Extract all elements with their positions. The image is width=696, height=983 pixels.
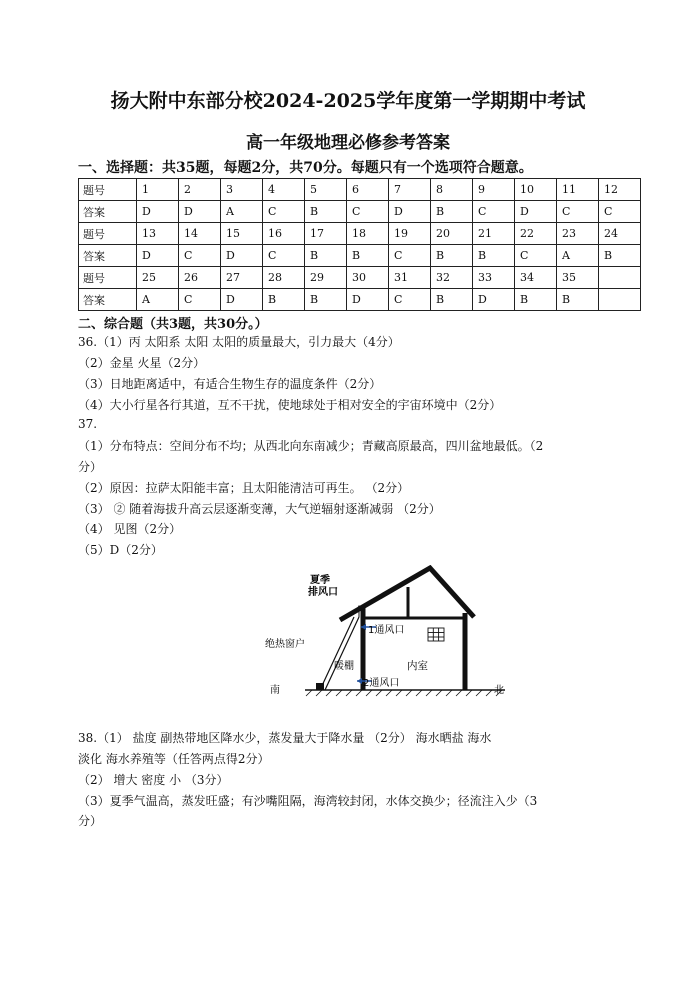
table-cell: A <box>137 289 179 311</box>
table-cell: C <box>347 201 389 223</box>
table-cell: C <box>557 201 599 223</box>
table-cell: 22 <box>515 223 557 245</box>
summer-vent-label-1: 夏季 <box>310 575 330 586</box>
table-cell <box>599 289 641 311</box>
table-cell: 20 <box>431 223 473 245</box>
table-cell: 11 <box>557 179 599 201</box>
q37-heading: 37. <box>78 417 98 431</box>
table-cell: D <box>221 245 263 267</box>
window-label: 绝热窗户 <box>265 639 305 650</box>
table-cell: 29 <box>305 267 347 289</box>
table-cell: 23 <box>557 223 599 245</box>
table-cell: 32 <box>431 267 473 289</box>
table-cell: 24 <box>599 223 641 245</box>
q38-part2: （2） 增大 密度 小 （3分） <box>78 773 229 787</box>
table-cell: 1 <box>137 179 179 201</box>
table-cell: 26 <box>179 267 221 289</box>
table-cell: 33 <box>473 267 515 289</box>
table-cell: D <box>347 289 389 311</box>
q37-part3: （3） ② 随着海拔升高云层逐渐变薄，大气逆辐射逐渐减弱 （2分） <box>78 502 441 516</box>
q36-part2: （2）金星 火星（2分） <box>78 356 206 370</box>
q36-part4: （4）大小行星各行其道，互不干扰，使地球处于相对安全的宇宙环境中（2分） <box>78 398 502 412</box>
q37-part2: （2）原因：拉萨太阳能丰富；且太阳能清洁可再生。 （2分） <box>78 481 410 495</box>
table-cell: B <box>431 201 473 223</box>
table-cell: 8 <box>431 179 473 201</box>
table-cell: B <box>347 245 389 267</box>
q38-part1-line1: 38.（1） 盐度 副热带地区降水少，蒸发量大于降水量 （2分） 海水晒盐 海水 <box>78 731 492 745</box>
table-cell: 27 <box>221 267 263 289</box>
q36-part3: （3）日地距离适中，有适合生物生存的温度条件（2分） <box>78 377 382 391</box>
table-cell: 10 <box>515 179 557 201</box>
table-cell: 19 <box>389 223 431 245</box>
table-cell: B <box>263 289 305 311</box>
document-subtitle: 高一年级地理必修参考答案 <box>246 133 450 153</box>
answer-table <box>78 178 641 311</box>
table-cell: 16 <box>263 223 305 245</box>
table-row-header: 答案 <box>79 245 137 267</box>
document-title: 扬大附中东部分校2024-2025学年度第一学期期中考试 <box>110 90 586 112</box>
table-cell: B <box>305 289 347 311</box>
table-cell: C <box>389 289 431 311</box>
table-cell: 18 <box>347 223 389 245</box>
section-2-heading: 二、综合题（共3题，共30分。） <box>78 317 268 332</box>
table-row-header: 答案 <box>79 289 137 311</box>
table-cell: 7 <box>389 179 431 201</box>
table-cell: 31 <box>389 267 431 289</box>
table-row <box>79 245 641 267</box>
table-cell: C <box>473 201 515 223</box>
table-cell: 13 <box>137 223 179 245</box>
table-cell: 35 <box>557 267 599 289</box>
table-cell: B <box>557 289 599 311</box>
table-cell: A <box>221 201 263 223</box>
table-cell: 4 <box>263 179 305 201</box>
q38-part3-line2: 分） <box>78 814 103 828</box>
q38-part1-line2: 淡化 海水养殖等（任答两点得2分） <box>78 752 270 766</box>
south-label: 南 <box>270 685 280 696</box>
room-label: 内室 <box>407 660 428 672</box>
q37-part4: （4） 见图（2分） <box>78 522 182 536</box>
table-cell: D <box>137 201 179 223</box>
table-cell: B <box>473 245 515 267</box>
table-cell: B <box>431 289 473 311</box>
q37-part5: （5）D（2分） <box>78 543 163 557</box>
table-row <box>79 223 641 245</box>
table-row-header: 题号 <box>79 267 137 289</box>
north-label: 北 <box>494 685 504 696</box>
table-cell: D <box>389 201 431 223</box>
section-1-heading: 一、选择题：共35题，每题2分，共70分。每题只有一个选项符合题意。 <box>78 160 533 176</box>
table-cell <box>599 267 641 289</box>
table-cell: B <box>305 201 347 223</box>
table-cell: 2 <box>179 179 221 201</box>
table-cell: D <box>473 289 515 311</box>
room-window-icon <box>428 628 444 641</box>
q37-part1-line2: 分） <box>78 460 103 474</box>
table-cell: 14 <box>179 223 221 245</box>
table-cell: 9 <box>473 179 515 201</box>
table-cell: 6 <box>347 179 389 201</box>
table-cell: A <box>557 245 599 267</box>
table-cell: 17 <box>305 223 347 245</box>
table-cell: D <box>221 289 263 311</box>
table-cell: B <box>515 289 557 311</box>
table-row-header: 题号 <box>79 179 137 201</box>
sunroom-label: 暖棚 <box>334 661 354 672</box>
table-cell: C <box>599 201 641 223</box>
table-row <box>79 201 641 223</box>
insulated-window <box>320 617 359 690</box>
table-cell: 28 <box>263 267 305 289</box>
table-cell: B <box>305 245 347 267</box>
table-cell: 12 <box>599 179 641 201</box>
table-cell: C <box>179 245 221 267</box>
sunroom-house-figure <box>260 565 520 710</box>
table-cell: 3 <box>221 179 263 201</box>
q37-part1-line1: （1）分布特点：空间分布不均；从西北向东南减少；青藏高原最高，四川盆地最低。（2 <box>78 439 544 453</box>
table-cell: C <box>263 245 305 267</box>
table-cell: B <box>431 245 473 267</box>
table-cell: C <box>515 245 557 267</box>
table-row-header: 题号 <box>79 223 137 245</box>
vent-1-label: 1通风口 <box>368 625 405 636</box>
table-cell: D <box>179 201 221 223</box>
table-cell: 5 <box>305 179 347 201</box>
table-cell: C <box>389 245 431 267</box>
table-cell: 30 <box>347 267 389 289</box>
table-row <box>79 179 641 201</box>
table-cell: D <box>515 201 557 223</box>
table-cell: 21 <box>473 223 515 245</box>
summer-vent-label-2: 排风口 <box>308 587 338 598</box>
table-cell: 34 <box>515 267 557 289</box>
q38-part3-line1: （3）夏季气温高，蒸发旺盛；有沙嘴阻隔，海湾较封闭，水体交换少；径流注入少（3 <box>78 794 538 808</box>
table-cell: C <box>179 289 221 311</box>
vent-2-label: 2通风口 <box>363 678 400 689</box>
table-cell: C <box>263 201 305 223</box>
table-cell: D <box>137 245 179 267</box>
table-row <box>79 289 641 311</box>
table-cell: 25 <box>137 267 179 289</box>
q36-part1: 36.（1）丙 太阳系 太阳 太阳的质量最大，引力最大（4分） <box>78 335 400 349</box>
table-cell: 15 <box>221 223 263 245</box>
table-cell: B <box>599 245 641 267</box>
table-row <box>79 267 641 289</box>
table-row-header: 答案 <box>79 201 137 223</box>
